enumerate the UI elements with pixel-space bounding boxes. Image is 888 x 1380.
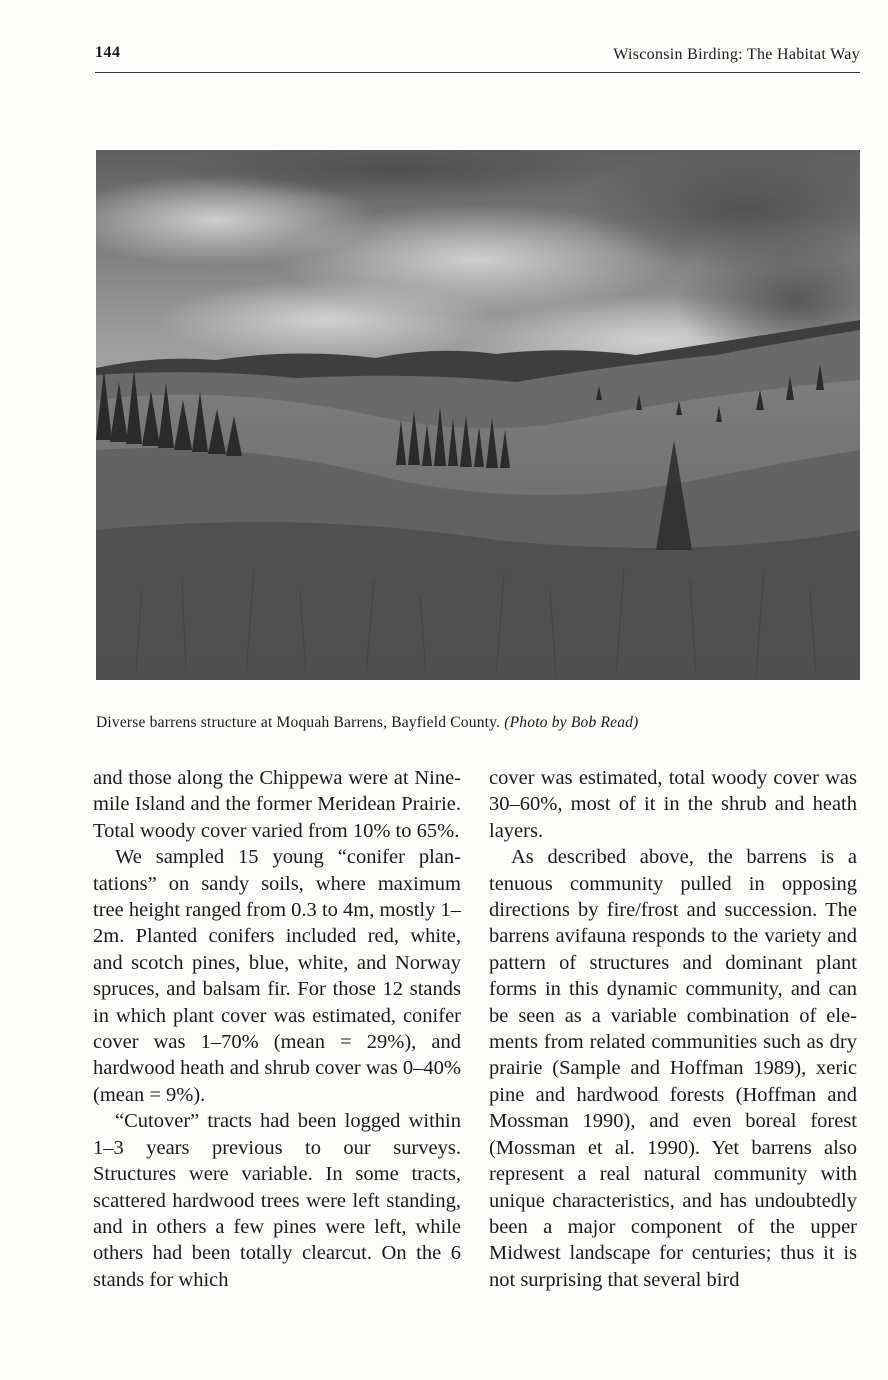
paragraph: “Cutover” tracts had been logged within 1–3 years previous to our surveys. Structures were variable. In some tracts, scattered hardwood trees were left standing, and in others a few pines were left, while others had been totally clearcut. On the 6 stands for which [93,1110,461,1291]
figure-caption [96,714,860,732]
photo-credit: (Photo by Bob Read) [504,714,639,731]
caption-text: Diverse barrens structure at Moquah Barrens, Bayfield County. [96,714,501,731]
page-header [95,44,860,73]
page-number: 144 [95,44,121,61]
right-text-column [489,765,857,1293]
paragraph: and those along the Chippewa were at Nine-mile Island and the former Meridean Prairie. Total woody cover varied from 10% to 65%. [93,767,461,842]
running-title: Wisconsin Birding: The Habitat Way [613,46,860,63]
paragraph: cover was estimated, total woody cover was 30–60%, most of it in the shrub and heath layers. [489,767,857,842]
barrens-landscape-photo [96,150,860,680]
paragraph: As described above, the barrens is a tenuous community pulled in opposing directions by fire/frost and succession. The barrens avifauna responds to the variety and pattern of structures and dominant plant forms in this dynamic community, and can be seen as a variable combination of elements from related communities such as dry prairie (Sample and Hoffman 1989), xeric pine and hardwood forests (Hoffman and Mossman 1990), and even boreal forest (Mossman et al. 1990). Yet barrens also represent a real natural community with unique characteristics, and has undoubtedly been a major component of the upper Midwest landscape for centuries; thus it is not surprising that several bird [489,846,857,1291]
paragraph: We sampled 15 young “conifer plantations” on sandy soils, where maximum tree height ranged from 0.3 to 4m, mostly 1–2m. Planted conifers included red, white, and scotch pines, blue, white, and Norway spruces, and balsam fir. For those 12 stands in which plant cover was estimated, conifer cover was 1–70% (mean = 29%), and hardwood heath and shrub cover was 0–40% (mean = 9%). [93,846,461,1106]
left-text-column [93,765,461,1293]
landscape-photo-icon [96,150,860,680]
